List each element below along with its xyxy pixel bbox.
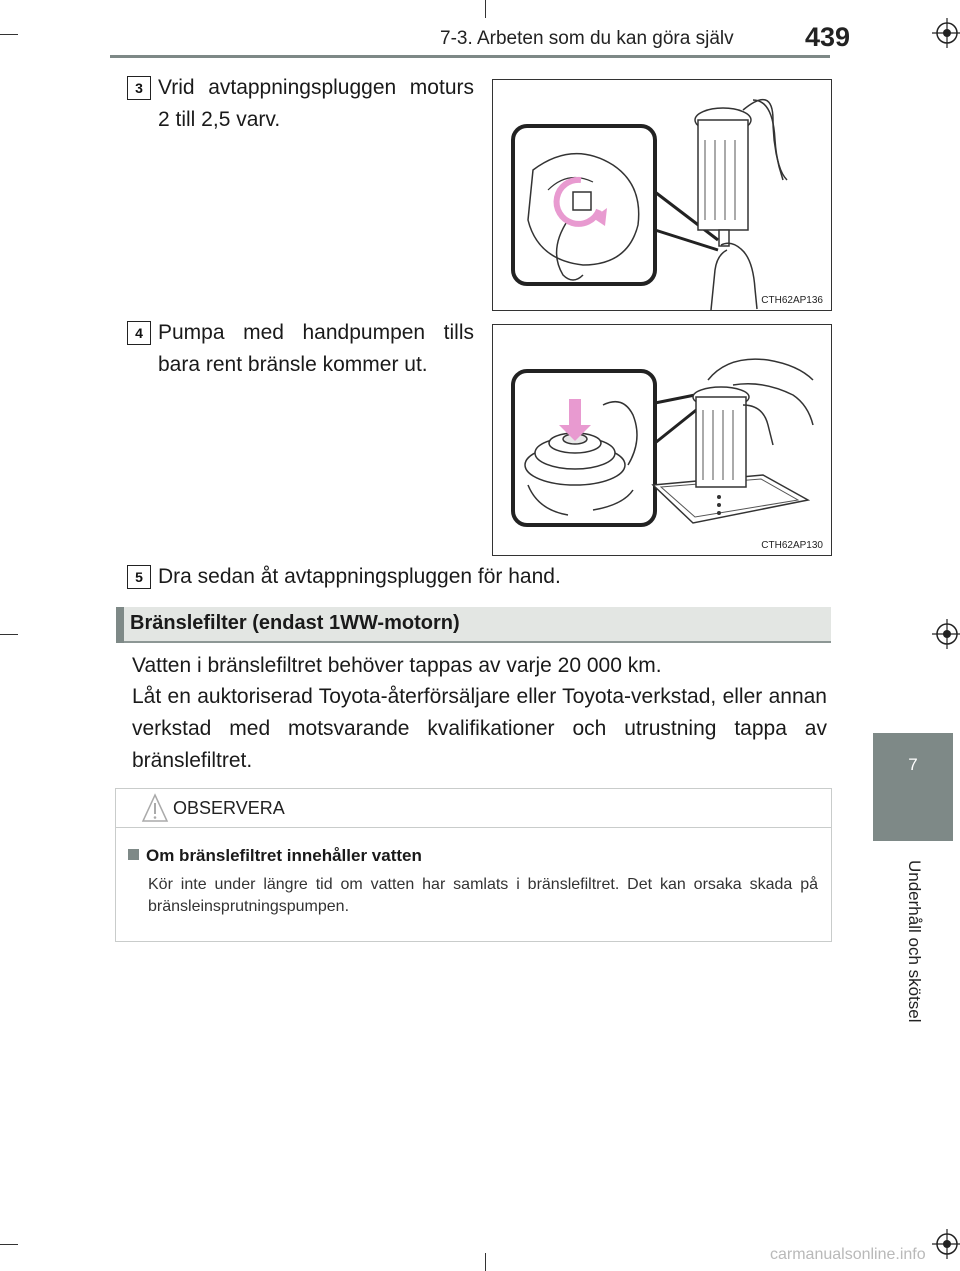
caution-subheading-text: Om bränslefiltret innehåller vatten: [146, 846, 422, 865]
body-paragraph: Vatten i bränslefiltret behöver tappas av varje 20 000 km.: [132, 654, 662, 677]
registration-mark-icon: [932, 619, 960, 649]
crop-mark: [0, 34, 18, 35]
illustration-code: CTH62AP136: [761, 295, 823, 306]
chapter-side-label: Underhåll och skötsel: [905, 860, 924, 1023]
section-heading-accent: [116, 607, 124, 643]
fuel-filter-hand-pump-icon: [493, 325, 831, 555]
header-rule: [110, 55, 830, 58]
step-badge-5: 5: [127, 565, 151, 589]
caution-subheading: [128, 846, 422, 866]
step-text-4: Pumpa med handpumpen tills bara rent bränsle kommer ut.: [158, 321, 474, 376]
header-section-title: 7-3. Arbeten som du kan göra själv: [440, 28, 734, 49]
caution-header: [116, 789, 831, 828]
section-heading: [116, 607, 831, 643]
chapter-tab: 7: [873, 733, 953, 841]
illustration-code: CTH62AP130: [761, 540, 823, 551]
crop-mark: [485, 1253, 486, 1271]
caution-box: [115, 788, 832, 942]
crop-mark: [485, 0, 486, 18]
registration-mark-icon: [932, 1229, 960, 1259]
illustration-hand-pump: [492, 324, 832, 556]
caution-title: OBSERVERA: [173, 798, 285, 818]
body-paragraph: Låt en auktoriserad Toyota-återförsäljare eller Toyota-verkstad, eller annan verkstad med motsvarande kvalifikationer och utrustning tappa av bränslefiltret.: [132, 685, 827, 772]
crop-mark: [0, 1244, 18, 1245]
warning-triangle-icon: [141, 793, 169, 823]
registration-mark-icon: [932, 18, 960, 48]
bullet-square-icon: [128, 849, 139, 860]
crop-mark: [0, 634, 18, 635]
step-text-5: Dra sedan åt avtappningspluggen för hand.: [158, 565, 561, 588]
step-badge-4: 4: [127, 321, 151, 345]
illustration-drain-plug: [492, 79, 832, 311]
section-title: Bränslefilter (endast 1WW-motorn): [130, 612, 460, 634]
watermark: carmanualsonline.info: [770, 1246, 926, 1263]
fuel-filter-drain-plug-icon: [493, 80, 831, 310]
page-number: 439: [805, 22, 851, 52]
step-badge-3: 3: [127, 76, 151, 100]
caution-text: Kör inte under längre tid om vatten har samlats i bränslefiltret. Det kan orsaka skada på bränsleinsprutningspumpen.: [148, 876, 818, 915]
step-text-3: Vrid avtappningspluggen moturs 2 till 2,5 varv.: [158, 76, 474, 131]
